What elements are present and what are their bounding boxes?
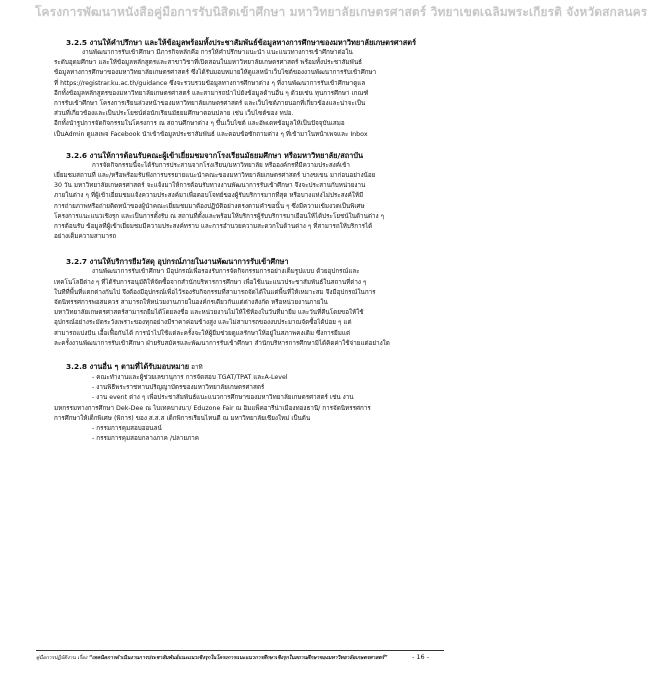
footer-label: คู่มือการปฏิบัติงาน เรื่อง [36, 655, 88, 661]
paragraph-line: ที่ https://registrar.ku.ac.th/guidance ซึ่งจะรวบรวมข้อมูลทางการศึกษาต่าง ๆ ที่งานพัฒนาการรับเข้าศึกษาดูแล [54, 79, 366, 87]
list-item: - งานพิธีพระราชทานปริญญาบัตรของมหาวิทยาลัยเกษตรศาสตร์ [92, 384, 265, 392]
paragraph-line: ระดับอุดมศึกษา และให้ข้อมูลหลักสูตรและสาขาวิชาที่เปิดสอนในมหาวิทยาลัยเกษตรศาสตร์ พร้อมทั้งประชาสัมพันธ์ [54, 59, 362, 67]
list-item: - กรรมการคุมสอบออนลน์ [92, 425, 162, 433]
page-number: - 16 - [412, 653, 430, 661]
paragraph-line: ส่วนที่เกี่ยวข้องและเป็นประโยชน์ต่อนักเรียนมัธยมศึกษาตอนปลาย เช่น เว็บไซต์ของ ทปอ. [54, 110, 294, 118]
paragraph-line: อีกทั้งข้อมูลหลักสูตรของมหาวิทยาลัยเกษตรศาสตร์ และสามารถนำไปยังข้อมูลด้านอื่น ๆ ด้วยเช่น ทุนการศึกษา เกณฑ์ [54, 89, 369, 97]
section-3-2-7 [54, 257, 446, 349]
paragraph-line: การศึกษาให้เด็กพิเศษ (พิการ) ของ ส.ส.ส เด็กพิการเรียนไหนดี ณ มหาวิทยาลัยเชียงใหม่ เป็นต้น [54, 414, 311, 422]
paragraph-line: การต้อนรับ ข้อมูลที่ผู้เข้าเยี่ยมชมมีความประสงค์ทราบ และการอำนวยความสะดวกในด้านต่าง ๆ ที่สามารถให้บริการได้ [54, 223, 373, 231]
section-heading: 3.2.7 งานให้บริการยืมวัสดุ อุปกรณ์ภายในงานพัฒนาการรับเข้าศึกษา [66, 257, 289, 267]
list-item: - คณะทำงานและผู้ช่วยเลขานุการ การจัดสอบ TGAT/TPAT และA-Level [92, 374, 288, 382]
list-item: - กรรมการคุมสอบกลางภาค /ปลายภาค [92, 435, 200, 443]
paragraph-line: อีกทั้งนำรูปการจัดกิจกรรมในโครงการ ณ สถานศึกษาต่าง ๆ ขึ้นเว็บไซต์ และอัพเดทข้อมูลให้เป็นปัจจุบันเสมอ [54, 120, 345, 128]
section-3-2-5 [54, 38, 446, 140]
task-list [54, 373, 446, 393]
paragraph-line: เยี่ยมชมสถานที่ และ/หรือพร้อมรับฟังการบรรยายแนะนำคณะของมหาวิทยาลัยเกษตรศาสตร์ บางขเขน มาก่อนอย่างน้อย [54, 172, 376, 180]
page-header [0, 0, 647, 22]
paragraph-line: ข้อมูลทางการศึกษาของมหาวิทยาลัยเกษตรศาสตร์ ซึ่งได้รับมอบหมายให้ดูแลหน้าเว็บไซต์ของงานพัฒนาการรับเข้าศึกษา [54, 69, 377, 77]
paragraph-line: มหาวิทยาลัยเกษตรศาสตร์สามารถยืมได้โดยลงชื่อ และหน่วยงานไม่ให้ใช้ห้องในวันที่มายืม และวันที่คืนโดยขอให้ใช้ [54, 309, 364, 317]
section-heading-text: 3.2.8 งานอื่น ๆ ตามที่ได้รับมอบหมาย [66, 362, 190, 372]
section-heading [66, 362, 446, 373]
paragraph-line: โครงการแนะแนวเชิงรุก และเป็นการตั้งรับ ณ สถานที่ตั้งและพร้อมให้บริการผู้รับบริการมาเยือนให้ได้ประโยชน์ในด้านต่าง ๆ [54, 212, 384, 220]
section-paragraph [54, 48, 446, 140]
paragraph-line: มหกรรมทางการศึกษา Dek-Dee ณ ไบเทคบางนา/ Eduzone Fair ณ อิมแพ็คอารีน่าเมืองทองธานี/ การจัดนิทรรศการ [54, 404, 371, 412]
task-list [54, 424, 446, 444]
paragraph-line: - งาน event ต่าง ๆ เพื่อประชาสัมพันธ์แนะแนวการศึกษาของมหาวิทยาลัยเกษตรศาสตร์ เช่น งาน [92, 394, 354, 402]
paragraph-line: จัดนิทรรศการพอสมควร สามารถให้หน่วยงานภายในองค์กรเดียวกันแต่ต่างสังกัด หรือหน่วยงานภายใน [54, 299, 328, 307]
footer-caption [36, 654, 396, 662]
footer-divider [36, 650, 444, 651]
paragraph-line: การจัดกิจกรรมนี้จะได้รับการประสานจากโรงเรียน/มหาวิทยาลัย หรือองค์กรที่มีความประสงค์เข้า [92, 161, 350, 169]
paragraph-line: เป็นAdmin ดูแลเพจ Facebook นำเข้าข้อมูลประชาสัมพันธ์ และตอบข้อซักถามต่าง ๆ ที่เข้ามาในหน้าเพจและ Inbox [54, 130, 368, 138]
section-3-2-6 [54, 151, 446, 243]
paragraph-line: เทคโนโลยีต่าง ๆ ที่ได้รับการอนุมัติให้จัดซื้อจากสำนักบริหารการศึกษา เพื่อใช้แนะแนวประชาสัมพันธ์ในสถานที่ต่าง ๆ [54, 278, 367, 286]
section-heading: 3.2.6 งานให้การต้อนรับคณะผู้เข้าเยี่ยมชมจากโรงเรียนมัธยมศึกษา หรือมหาวิทยาลัย/สถาบัน [66, 150, 364, 160]
section-paragraph [54, 393, 446, 424]
footer-title: “เทคนิคการดำเนินงานการประชาสัมพันธ์แนะแนวเชิงรุกในโครงการแนะแนวการศึกษาเชิงรุกในสถานศึกษาของมหาวิทยาลัยเกษตรศาสตร์” [88, 655, 388, 661]
section-paragraph [54, 161, 446, 243]
paragraph-line: งานพัฒนาการรับเข้าศึกษา มีอุปกรณ์เพื่อรองรับการจัดกิจกรรมการอย่างเต็มรูปแบบ ด้วยอุปกรณ์และ [92, 268, 360, 276]
paragraph-line: ละครั้งงานพัฒนาการรับเข้าศึกษา ฝ่ายรับสมัครและพัฒนาการรับเข้าศึกษา สำนักบริหารการศึกษามิได้คิดค่าใช้จ่ายแต่อย่างใด [54, 339, 390, 347]
section-paragraph [54, 267, 446, 349]
paragraph-line: อุปกรณ์อย่างระมัดระวังเพราะของทุกอย่างมีราคาค่อนข้างสูง และไม่สามารถของงบประมาณจัดซื้อได้บ่อย ๆ แต่ [54, 319, 352, 327]
section-heading-suffix: อาทิ [189, 364, 203, 372]
section-3-2-8 [54, 362, 446, 444]
document-body [54, 38, 446, 445]
header-title: โครงการพัฒนาหนังสือคู่มือการรับนิสิตเข้าศึกษา มหาวิทยาลัยเกษตรศาสตร์ วิทยาเขตเฉลิมพระเกียรติ จังหวัดสกลนคร [35, 5, 647, 19]
paragraph-line: งานพัฒนาการรับเข้าศึกษา มีภารกิจหลักคือ การให้คำปรึกษาแนะนำ แนะแนวทางการเข้าศึกษาต่อใน [82, 49, 353, 56]
paragraph-line: อย่างเต็มความสามารถ [54, 233, 117, 241]
paragraph-line: การถ่ายภาพหรือถ่ายติดหน้าของผู้นำคณะเยี่ยมชมมาต้องปฏิบัติอย่างตรงตามคำขอนั้น ๆ ซึ่งมีความเข้มงวดเป็นพิเศษ [54, 202, 365, 210]
paragraph-line: สามารถแบ่งปัน เอื้อเฟื้อกันได้ การนำไปใช้แต่ละครั้งจะให้ผู้ยืมช่วยดูแลรักษาให้อยู่ในสภาพคงเดิม ซึ่งการยืมแต่ [54, 329, 351, 337]
paragraph-line: 30 วัน มหาวิทยาลัยเกษตรศาสตร์ จะแจ้งมาให้การต้อนรับทางงานพัฒนาการรับเข้าศึกษา จึงจะประสานกับหน่วยงาน [54, 182, 366, 190]
paragraph-line: ภายในต่าง ๆ ที่ผู้เข้าเยี่ยมชมแจ้งความประสงค์มาเพื่อตอบโจทย์ของผู้รับบริการมากที่สุด หรือบางแห่งไม่ประสงค์ให้มี [54, 192, 364, 200]
section-heading: 3.2.5 งานให้คำปรึกษา และให้ข้อมูลพร้อมทั้งประชาสัมพันธ์ข้อมูลทางการศึกษาของมหาวิทยาลัยเกษตรศาสตร์ [66, 38, 417, 47]
paragraph-line: การรับเข้าศึกษา โครงการเรียนล่วงหน้าของมหาวิทยาลัยเกษตรศาสตร์ และเว็บไซต์ภายนอกที่เกี่ยวข้องและน่าจะเป็น [54, 100, 366, 108]
paragraph-line: ในทีที่พื้นที่แตกต่างกันไป จึงต้องมีอุปกรณ์เพื่อไว้รองรับกิจกรรมที่สามารถจัดได้ในแต่พื้นที่ให้เหมาะสม จึงมีอุปกรณ์ในการ [54, 288, 376, 296]
